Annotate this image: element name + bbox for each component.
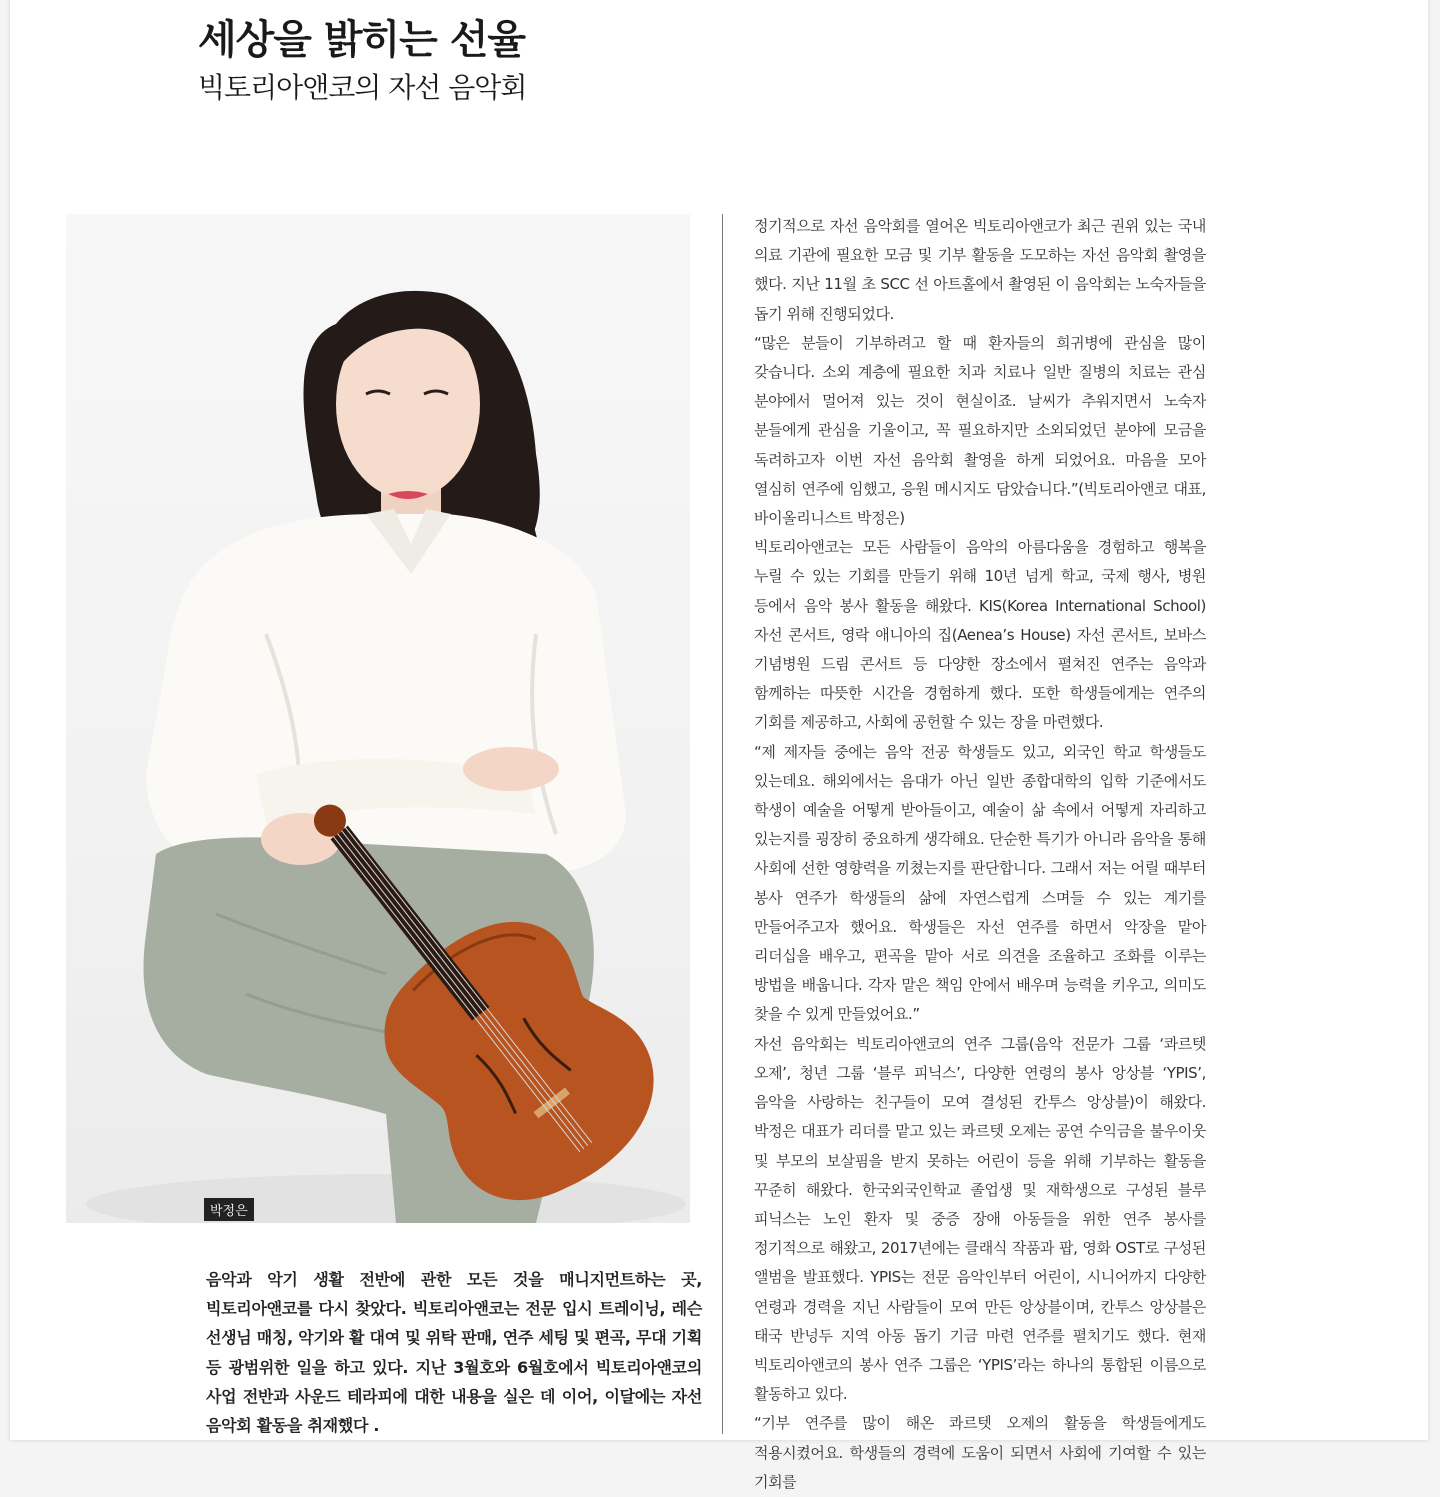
column-divider [722, 214, 723, 1434]
violinist-photo [66, 214, 690, 1223]
body-paragraph: 자선 음악회는 빅토리아앤코의 연주 그룹(음악 전문가 그룹 ‘콰르텟 오제’, 청년 그룹 ‘블루 피닉스’, 다양한 연령의 봉사 앙상블 ‘YPIS’, 음악을 사랑하는 친구들이 모여 결성된 칸투스 앙상블)이 해왔다. 박정은 대표가 리더를 맡고 있는 콰르텟 오제는 공연 수익금을 불우이웃 및 부모의 보살핌을 받지 못하는 어린이 등을 위해 기부하는 활동을 꾸준히 해왔다. 한국외국인학교 졸업생 및 재학생으로 구성된 블루 피닉스는 노인 환자 및 중증 장애 아동들을 위한 연주 봉사를 정기적으로 해왔고, 2017년에는 클래식 작품과 팝, 영화 OST로 구성된 앨범을 발표했다. YPIS는 전문 음악인부터 어린이, 시니어까지 다양한 연령과 경력을 지닌 사람들이 모여 만든 앙상블이며, 칸투스 앙상블은 태국 반넝두 지역 아동 돕기 기금 마련 연주를 펼치기도 했다. 현재 빅토리아앤코의 봉사 연주 그룹은 ‘YPIS’라는 하나의 통합된 이름으로 활동하고 있다. [754, 1034, 1206, 1404]
photo-caption: 박정은 [204, 1198, 254, 1221]
magazine-page [10, 0, 1428, 1491]
body-paragraph: 정기적으로 자선 음악회를 열어온 빅토리아앤코가 최근 권위 있는 국내 의료 기관에 필요한 모금 및 기부 활동을 도모하는 자선 음악회 촬영을 했다. 지난 11월 초 SCC 선 아트홀에서 촬영된 이 음악회는 노숙자들을 돕기 위해 진행되었다. [754, 217, 1206, 323]
article-body [754, 212, 1206, 1497]
body-paragraph: “제 제자들 중에는 음악 전공 학생들도 있고, 외국인 학교 학생들도 있는데요. 해외에서는 음대가 아닌 일반 종합대학의 입학 기준에서도 학생이 예술을 어떻게 받아들이고, 예술이 삶 속에서 어떻게 자리하고 있는지를 굉장히 중요하게 생각해요. 단순한 특기가 아니라 음악을 통해 사회에 선한 영향력을 끼쳤는지를 판단합니다. 그래서 저는 어릴 때부터 봉사 연주가 학생들의 삶에 자연스럽게 스며들 수 있는 계기를 만들어주고자 했어요. 학생들은 자선 연주를 하면서 악장을 맡아 리더십을 배우고, 편곡을 맡아 서로 의견을 조율하고 조화를 이루는 방법을 배웁니다. 각자 맡은 책임 안에서 배우며 능력을 키우고, 의미도 찾을 수 있게 만들었어요.” [754, 742, 1206, 1024]
article-title: 세상을 밝히는 선율 [198, 17, 525, 63]
lead-paragraph: 음악과 악기 생활 전반에 관한 모든 것을 매니지먼트하는 곳, 빅토리아앤코를 다시 찾았다. 빅토리아앤코는 전문 입시 트레이닝, 레슨 선생님 매칭, 악기와 활 대여 및 위탁 판매, 연주 세팅 및 편곡, 무대 기획 등 광범위한 일을 하고 있다. 지난 3월호와 6월호에서 빅토리아앤코의 사업 전반과 사운드 테라피에 대한 내용을 실은 데 이어, 이달에는 자선 음악회 활동을 취재했다 . [206, 1270, 702, 1436]
body-paragraph: “많은 분들이 기부하려고 할 때 환자들의 희귀병에 관심을 많이 갖습니다. 소외 계층에 필요한 치과 치료나 일반 질병의 치료는 관심 분야에서 멀어져 있는 것이 현실이죠. 날씨가 추워지면서 노숙자 분들에게 관심을 기울이고, 꼭 필요하지만 소외되었던 분야에 모금을 독려하고자 이번 자선 음악회 촬영을 하게 되었어요. 마음을 모아 열심히 연주에 임했고, 응원 메시지도 담았습니다.”(빅토리아앤코 대표, 바이올리니스트 박정은) [754, 333, 1206, 528]
body-paragraph: “기부 연주를 많이 해온 콰르텟 오제의 활동을 학생들에게도 적용시켰어요. 학생들의 경력에 도움이 되면서 사회에 기여할 수 있는 기회를 [754, 1414, 1206, 1491]
article-subtitle: 빅토리아앤코의 자선 음악회 [198, 71, 527, 104]
violinist-portrait-icon [66, 214, 690, 1223]
body-paragraph: 빅토리아앤코는 모든 사람들이 음악의 아름다움을 경험하고 행복을 누릴 수 있는 기회를 만들기 위해 10년 넘게 학교, 국제 행사, 병원 등에서 음악 봉사 활동을 해왔다. KIS(Korea International School) 자선 콘서트, 영락 애니아의 집(Aenea’s House) 자선 콘서트, 보바스 기념병원 드림 콘서트 등 다양한 장소에서 펼쳐진 연주는 음악과 함께하는 따뜻한 시간을 경험하게 했다. 또한 학생들에게는 연주의 기회를 제공하고, 사회에 공헌할 수 있는 장을 마련했다. [754, 538, 1206, 732]
